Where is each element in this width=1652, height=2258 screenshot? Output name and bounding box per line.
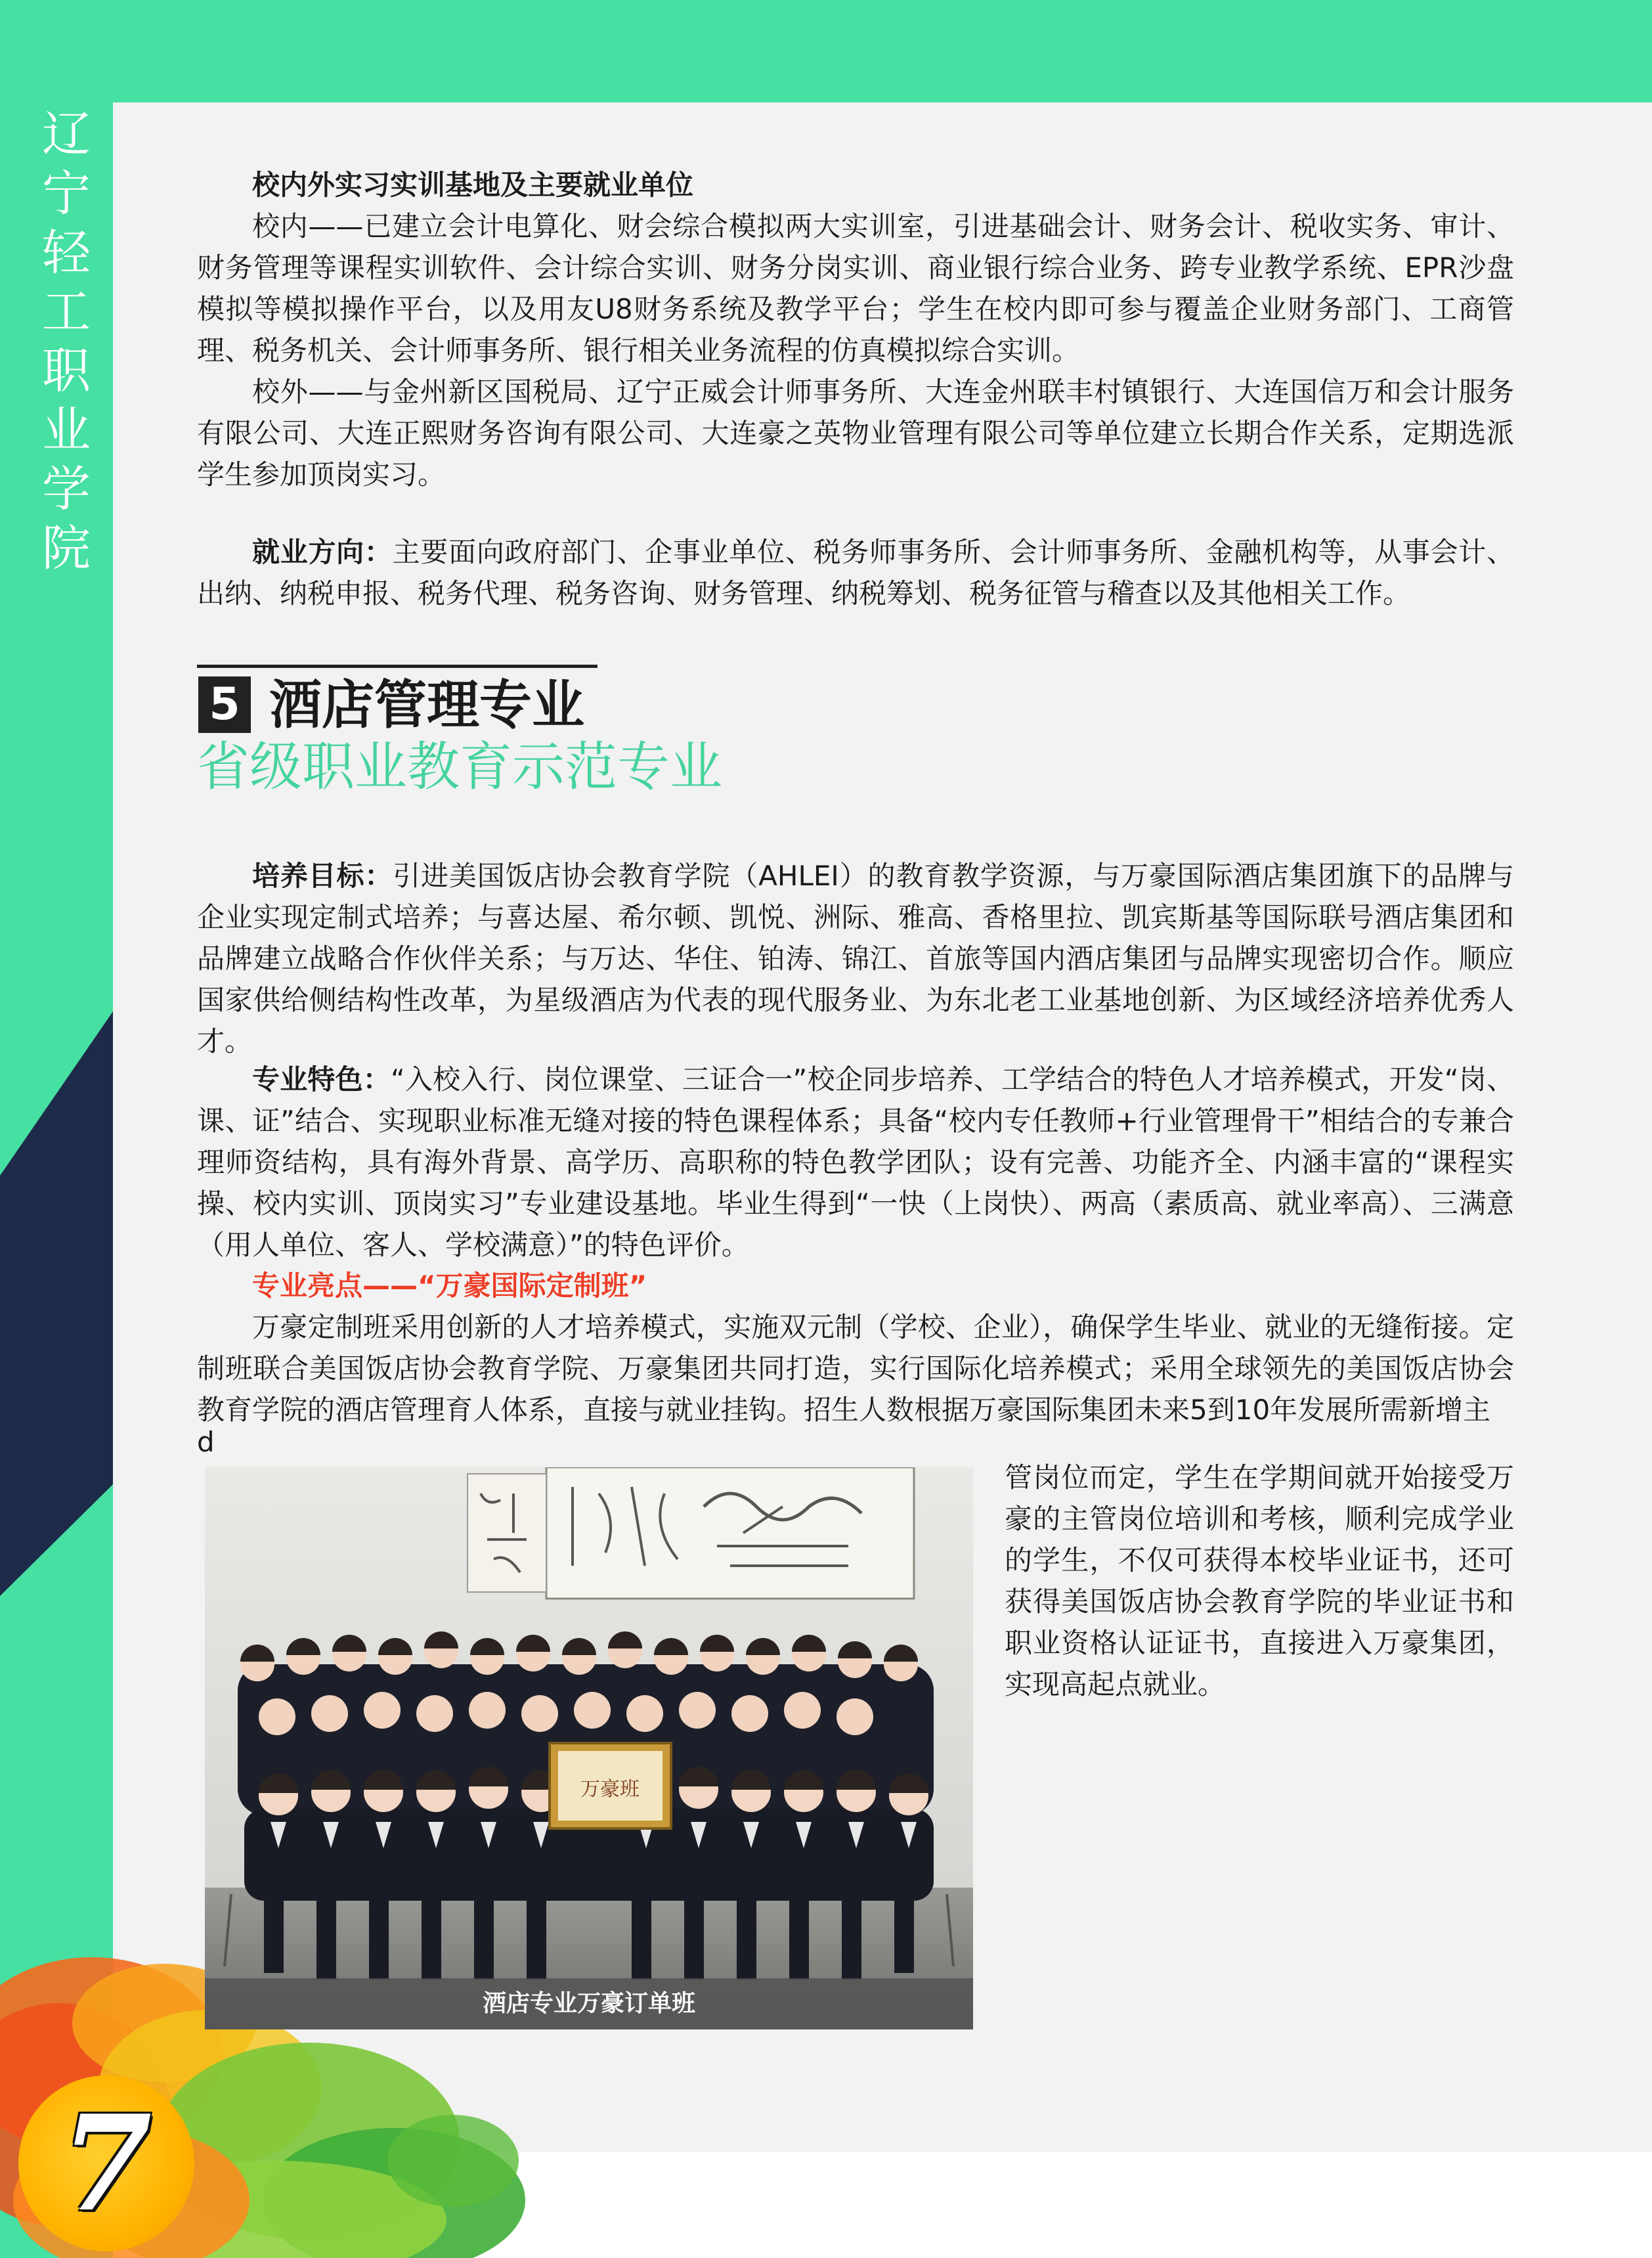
sidebar-char: 业 — [42, 402, 91, 458]
features-text: “入校入行、岗位课堂、三证合一”校企同步培养、工学结合的特色人才培养模式，开发“岗、课、证”结合、实现职业标准无缝对接的特色课程体系；具备“校内专任教师+行业管理骨干”相结合的专兼合理师资结构，具有海外背景、高学历、高职称的特色教学团队；设有完善、功能齐全、内涵丰富的“课程实操、校内实训、顶岗实习”专业建设基地。毕业生得到“一快（上岗快）、两高（素质高、就业率高）、三满意（用人单位、客人、学校满意）”的特色评价。 — [197, 1063, 1514, 1261]
employment-label: 就业方向： — [252, 536, 393, 568]
sidebar-char: 轻 — [42, 225, 91, 281]
features-label: 专业特色： — [252, 1063, 391, 1096]
top-color-band — [0, 0, 1652, 102]
section-number: 5 — [198, 676, 251, 733]
sidebar-char: 辽 — [42, 106, 91, 163]
photo-illustration — [205, 1467, 973, 2029]
goal-text: 引进美国饭店协会教育学院（AHLEI）的教育教学资源，与万豪国际酒店集团旗下的品牌与企业实现定制式培养；与喜达屋、希尔顿、凯悦、洲际、雅高、香格里拉、凯宾斯基等国际联号酒店集团和品牌建立战略合作伙伴关系；与万达、华住、铂涛、锦江、首旅等国内酒店集团与品牌实现密切合作。顺应国家供给侧结构性改革，为星级酒店为代表的现代服务业、为东北老工业基地创新、为区域经济培养优秀人才。 — [197, 860, 1514, 1057]
internship-internal-paragraph: 校内——已建立会计电算化、财会综合模拟两大实训室，引进基础会计、财务会计、税收实务、审计、财务管理等课程实训软件、会计综合实训、财务分岗实训、商业银行综合业务、跨专业教学系统、EPR沙盘模拟等模拟操作平台，以及用友U8财务系统及教学平台；学生在校内即可参与覆盖企业财务部门、工商管理、税务机关、会计师事务所、银行相关业务流程的仿真模拟综合实训。 — [197, 210, 1514, 366]
section-title: 酒店管理专业 — [269, 675, 584, 736]
goal-paragraph — [197, 855, 1514, 1062]
highlight-continued-paragraph: 管岗位而定，学生在学期间就开始接受万豪的主管岗位培训和考核，顺利完成学业的学生，不仅可获得本校毕业证书，还可获得美国饭店协会教育学院的毕业证书和职业资格认证证书，直接进入万豪集团，实现高起点就业。 — [1005, 1461, 1514, 1700]
photo-caption: 酒店专业万豪订单班 — [205, 1978, 973, 2029]
page-number: 7 — [18, 2075, 194, 2251]
stray-character: d — [197, 1426, 215, 1458]
internship-external-paragraph: 校外——与金州新区国税局、辽宁正威会计师事务所、大连金州联丰村镇银行、大连国信万和会计服务有限公司、大连正熙财务咨询有限公司、大连豪之英物业管理有限公司等单位建立长期合作关系，定期选派学生参加顶岗实习。 — [197, 376, 1514, 491]
section-header-rule — [197, 665, 598, 668]
sidebar-char: 工 — [42, 284, 91, 340]
sidebar-school-name — [37, 105, 96, 578]
employment-text: 主要面向政府部门、企事业单位、税务师事务所、会计师事务所、金融机构等，从事会计、出纳、纳税申报、税务代理、税务咨询、财务管理、纳税筹划、税务征管与稽查以及其他相关工作。 — [197, 536, 1514, 609]
highlight-title: 专业亮点——“万豪国际定制班” — [252, 1270, 647, 1302]
section-subtitle: 省级职业教育示范专业 — [197, 736, 722, 797]
internship-heading: 校内外实习实训基地及主要就业单位 — [252, 169, 694, 201]
sidebar-char: 职 — [42, 343, 91, 399]
sidebar-char: 院 — [42, 520, 91, 577]
sidebar-char: 宁 — [42, 166, 91, 222]
highlight-paragraph: 万豪定制班采用创新的人才培养模式，实施双元制（学校、企业），确保学生毕业、就业的无缝衔接。定制班联合美国饭店协会教育学院、万豪集团共同打造，实行国际化培养模式；采用全球领先的美国饭店协会教育学院的酒店管理育人体系，直接与就业挂钩。招生人数根据万豪国际集团未来5到10年发展所需新增主 — [197, 1311, 1514, 1426]
section-header — [197, 665, 604, 737]
employment-paragraph — [197, 531, 1514, 614]
sidebar-char: 学 — [42, 461, 91, 518]
class-group-photo — [205, 1467, 973, 2029]
goal-label: 培养目标： — [252, 860, 393, 892]
plaque-text: 万豪班 — [580, 1778, 640, 1801]
features-paragraph — [197, 1059, 1514, 1266]
